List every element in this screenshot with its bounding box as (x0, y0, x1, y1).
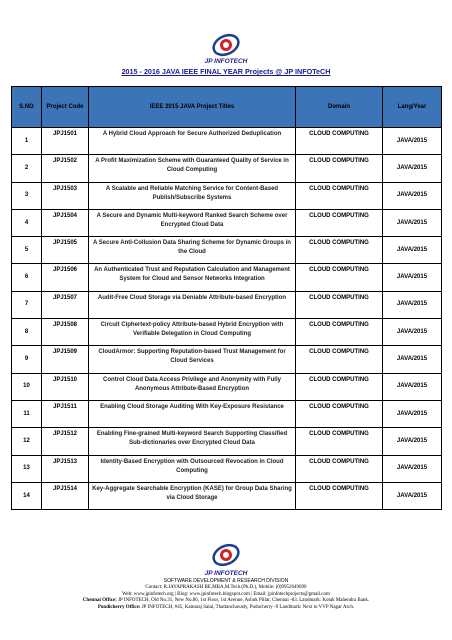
chennai-office-address: JP INFOTECH, Old No.31, New No.86, 1st Floor, 1st Avenue, Ashok Pillar, Chennai -83. Landmark: Kotak Mahendra Bank. (118, 598, 370, 603)
cell-sno: 12 (12, 428, 42, 455)
cell-year: JAVA/2015 (383, 155, 442, 182)
cell-domain: CLOUD COMPUTING (296, 128, 383, 155)
cell-year: JAVA/2015 (383, 128, 442, 155)
cell-title: Key-Aggregate Searchable Encryption (KASE) for Group Data Sharing via Cloud Storage (89, 482, 296, 509)
cell-code: JPJ1510 (42, 373, 89, 400)
cell-year: JAVA/2015 (383, 482, 442, 509)
cell-domain: CLOUD COMPUTING (296, 428, 383, 455)
cell-year: JAVA/2015 (383, 373, 442, 400)
cell-title: Identity-Based Encryption with Outsourced Revocation in Cloud Computing (89, 455, 296, 482)
cell-code: JPJ1502 (42, 155, 89, 182)
cell-code: JPJ1511 (42, 400, 89, 427)
table-row (12, 264, 442, 291)
footer-contact: Contact: R.JAYAPRAKASH BE,MBA,M.Tech.(Ph.D.), Mobile: (0)9952649690 (145, 585, 307, 590)
pondicherry-office-label: Pondicherry Office: (97, 604, 141, 610)
cell-code: JPJ1503 (42, 182, 89, 209)
cell-title: CloudArmor: Supporting Reputation-based Trust Management for Cloud Services (89, 346, 296, 373)
cell-title: A Profit Maximization Scheme with Guaranteed Quality of Service in Cloud Computing (89, 155, 296, 182)
brand-name: JP INFOTECH (204, 58, 248, 65)
cell-domain: CLOUD COMPUTING (296, 182, 383, 209)
cell-year: JAVA/2015 (383, 319, 442, 346)
table-row (12, 428, 442, 455)
table-row (12, 237, 442, 264)
cell-domain: CLOUD COMPUTING (296, 291, 383, 318)
table-row (12, 346, 442, 373)
cell-domain: CLOUD COMPUTING (296, 455, 383, 482)
header-domain: Domain (296, 87, 383, 128)
table-row (12, 291, 442, 318)
header-lang-year: Lang/Year (383, 87, 442, 128)
document-title: 2015 - 2016 JAVA IEEE FINAL YEAR Projects @ JP INFOTeCH (121, 67, 331, 76)
cell-domain: CLOUD COMPUTING (296, 264, 383, 291)
cell-sno: 7 (12, 291, 42, 318)
header-title: IEEE 2015 JAVA Project Titles (89, 87, 296, 128)
cell-sno: 4 (12, 209, 42, 236)
table-row (12, 209, 442, 236)
cell-title: Enabling Fine-grained Multi-keyword Search Supporting Classified Sub-dictionaries over Encrypted Cloud Data (89, 428, 296, 455)
cell-sno: 14 (12, 482, 42, 509)
cell-sno: 5 (12, 237, 42, 264)
table-row (12, 482, 442, 509)
cell-sno: 9 (12, 346, 42, 373)
footer-pondicherry-office (0, 605, 452, 612)
cell-domain: CLOUD COMPUTING (296, 209, 383, 236)
table-row (12, 128, 442, 155)
cell-domain: CLOUD COMPUTING (296, 319, 383, 346)
cell-sno: 1 (12, 128, 42, 155)
jp-infotech-logo-icon (211, 30, 241, 60)
table-row (12, 182, 442, 209)
cell-title: An Authenticated Trust and Reputation Calculation and Management System for Cloud and Sensor Networks Integration (89, 264, 296, 291)
cell-title: A Secure and Dynamic Multi-keyword Ranked Search Scheme over Encrypted Cloud Data (89, 209, 296, 236)
cell-title: Audit-Free Cloud Storage via Deniable Attribute-based Encryption (89, 291, 296, 318)
cell-title: Circuit Ciphertext-policy Attribute-based Hybrid Encryption with Verifiable Delegation in Cloud Computing (89, 319, 296, 346)
table-row (12, 319, 442, 346)
cell-code: JPJ1509 (42, 346, 89, 373)
cell-title: A Scalable and Reliable Matching Service for Content-Based Publish/Subscribe Systems (89, 182, 296, 209)
cell-title: A Hybrid Cloud Approach for Secure Authorized Deduplication (89, 128, 296, 155)
table-row (12, 373, 442, 400)
cell-domain: CLOUD COMPUTING (296, 155, 383, 182)
cell-year: JAVA/2015 (383, 346, 442, 373)
cell-year: JAVA/2015 (383, 428, 442, 455)
cell-title: Enabling Cloud Storage Auditing With Key-Exposure Resistance (89, 400, 296, 427)
cell-year: JAVA/2015 (383, 264, 442, 291)
projects-table (11, 86, 442, 510)
cell-domain: CLOUD COMPUTING (296, 346, 383, 373)
chennai-office-label: Chennai Office: (82, 598, 117, 603)
cell-code: JPJ1505 (42, 237, 89, 264)
cell-domain: CLOUD COMPUTING (296, 237, 383, 264)
cell-code: JPJ1507 (42, 291, 89, 318)
cell-year: JAVA/2015 (383, 209, 442, 236)
pondicherry-office-address: JP INFOTECH, #45, Kamaraj Salai, Thattanchavady, Puducherry -9 Landmark: Next to VVP Nagar Arch. (141, 604, 355, 610)
jp-infotech-footer-logo-icon (211, 540, 241, 570)
cell-code: JPJ1513 (42, 455, 89, 482)
cell-code: JPJ1512 (42, 428, 89, 455)
cell-year: JAVA/2015 (383, 182, 442, 209)
footer-division: SOFTWARE DEVELOPMENT & RESEARCH DIVISION (163, 578, 289, 584)
cell-code: JPJ1504 (42, 209, 89, 236)
cell-year: JAVA/2015 (383, 400, 442, 427)
cell-sno: 2 (12, 155, 42, 182)
cell-sno: 10 (12, 373, 42, 400)
cell-year: JAVA/2015 (383, 455, 442, 482)
cell-code: JPJ1506 (42, 264, 89, 291)
cell-sno: 11 (12, 400, 42, 427)
table-row (12, 400, 442, 427)
footer-brand-name: JP INFOTECH (204, 570, 248, 577)
header-project-code: Project Code (42, 87, 89, 128)
cell-sno: 13 (12, 455, 42, 482)
footer-web: Web: www.jpinfotech.org | Blog: www.jpinfotech.blogspot.com | Email: jpinfotechprojects@gmail.com (122, 591, 330, 597)
cell-domain: CLOUD COMPUTING (296, 400, 383, 427)
cell-sno: 8 (12, 319, 42, 346)
cell-sno: 3 (12, 182, 42, 209)
cell-sno: 6 (12, 264, 42, 291)
cell-title: Control Cloud Data Access Privilege and Anonymity with Fully Anonymous Attribute-Based Encryption (89, 373, 296, 400)
cell-year: JAVA/2015 (383, 291, 442, 318)
table-row (12, 155, 442, 182)
cell-domain: CLOUD COMPUTING (296, 373, 383, 400)
cell-title: A Secure Anti-Collusion Data Sharing Scheme for Dynamic Groups in the Cloud (89, 237, 296, 264)
cell-domain: CLOUD COMPUTING (296, 482, 383, 509)
cell-code: JPJ1501 (42, 128, 89, 155)
table-header-row (12, 87, 442, 128)
table-row (12, 455, 442, 482)
cell-code: JPJ1508 (42, 319, 89, 346)
cell-year: JAVA/2015 (383, 237, 442, 264)
cell-code: JPJ1514 (42, 482, 89, 509)
header-sno: S.NO (12, 87, 42, 128)
